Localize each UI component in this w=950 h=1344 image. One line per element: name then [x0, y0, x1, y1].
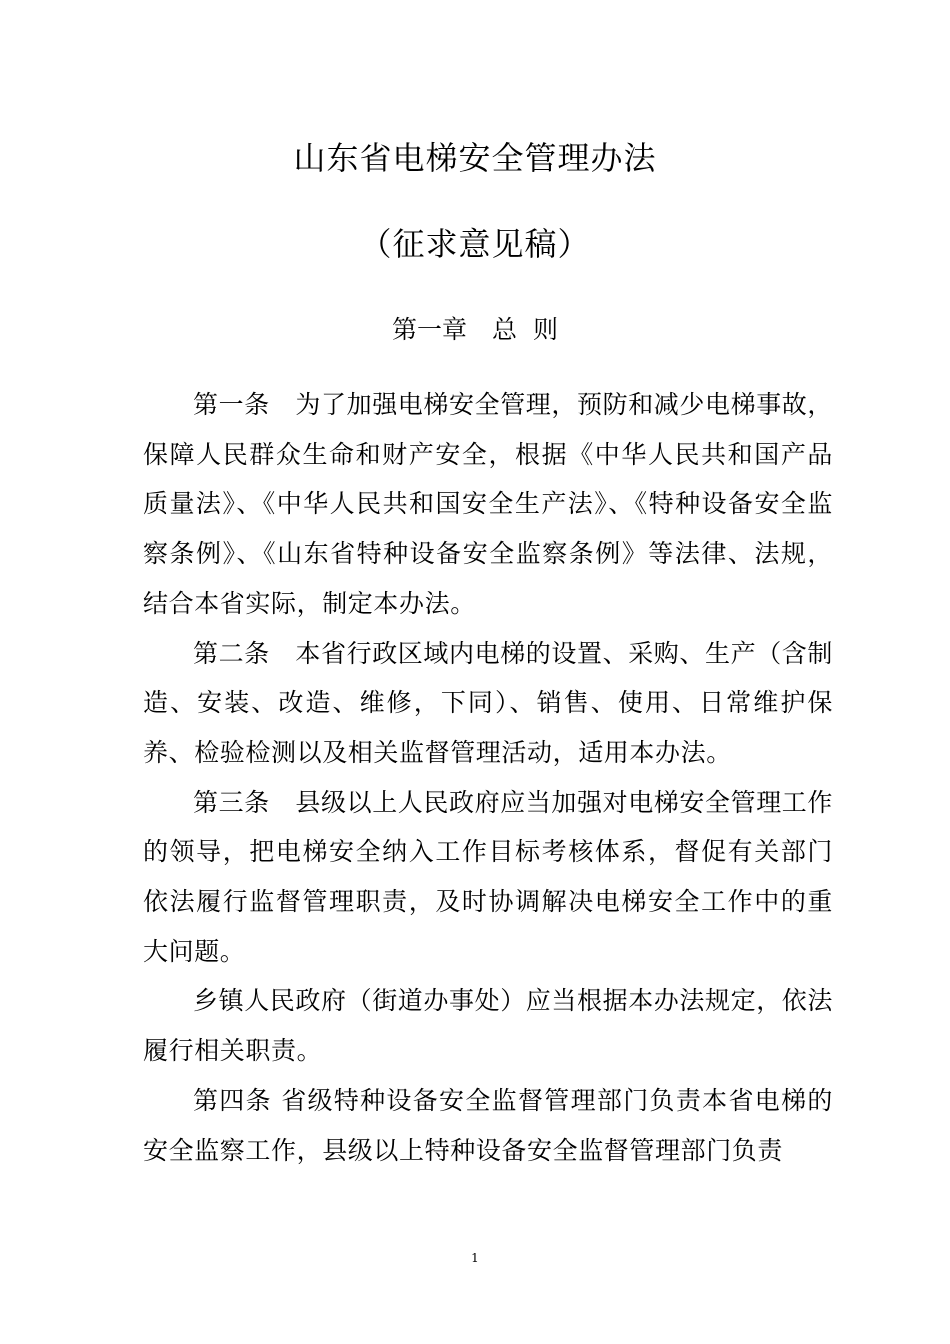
article-3-second-paragraph: 乡镇人民政府（街道办事处）应当根据本办法规定，依法履行相关职责。 [143, 986, 834, 1066]
page-number: 1 [471, 1251, 479, 1265]
chapter-heading: 第一章 总 则 [392, 315, 558, 344]
document-body [143, 380, 833, 1175]
article-4-paragraph: 第四条 省级特种设备安全监督管理部门负责本省电梯的安全监察工作，县级以上特种设备安全监督管理部门负责 [143, 1085, 833, 1165]
article-3-paragraph: 第三条 县级以上人民政府应当加强对电梯安全管理工作的领导，把电梯安全纳入工作目标考核体系，督促有关部门依法履行监督管理职责，及时协调解决电梯安全工作中的重大问题。 [143, 787, 834, 966]
article-1-paragraph: 第一条 为了加强电梯安全管理，预防和减少电梯事故，保障人民群众生命和财产安全，根据《中华人民共和国产品质量法》、《中华人民共和国安全生产法》、《特种设备安全监察条例》、《山东省特种设备安全监察条例》等法律、法规，结合本省实际，制定本办法。 [143, 390, 834, 618]
document-title: 山东省电梯安全管理办法 [293, 139, 657, 177]
article-2-paragraph: 第二条 本省行政区域内电梯的设置、采购、生产（含制造、安装、改造、维修，下同）、销售、使用、日常维护保养、检验检测以及相关监督管理活动，适用本办法。 [143, 638, 834, 767]
document-subtitle: （征求意见稿） [359, 225, 591, 263]
